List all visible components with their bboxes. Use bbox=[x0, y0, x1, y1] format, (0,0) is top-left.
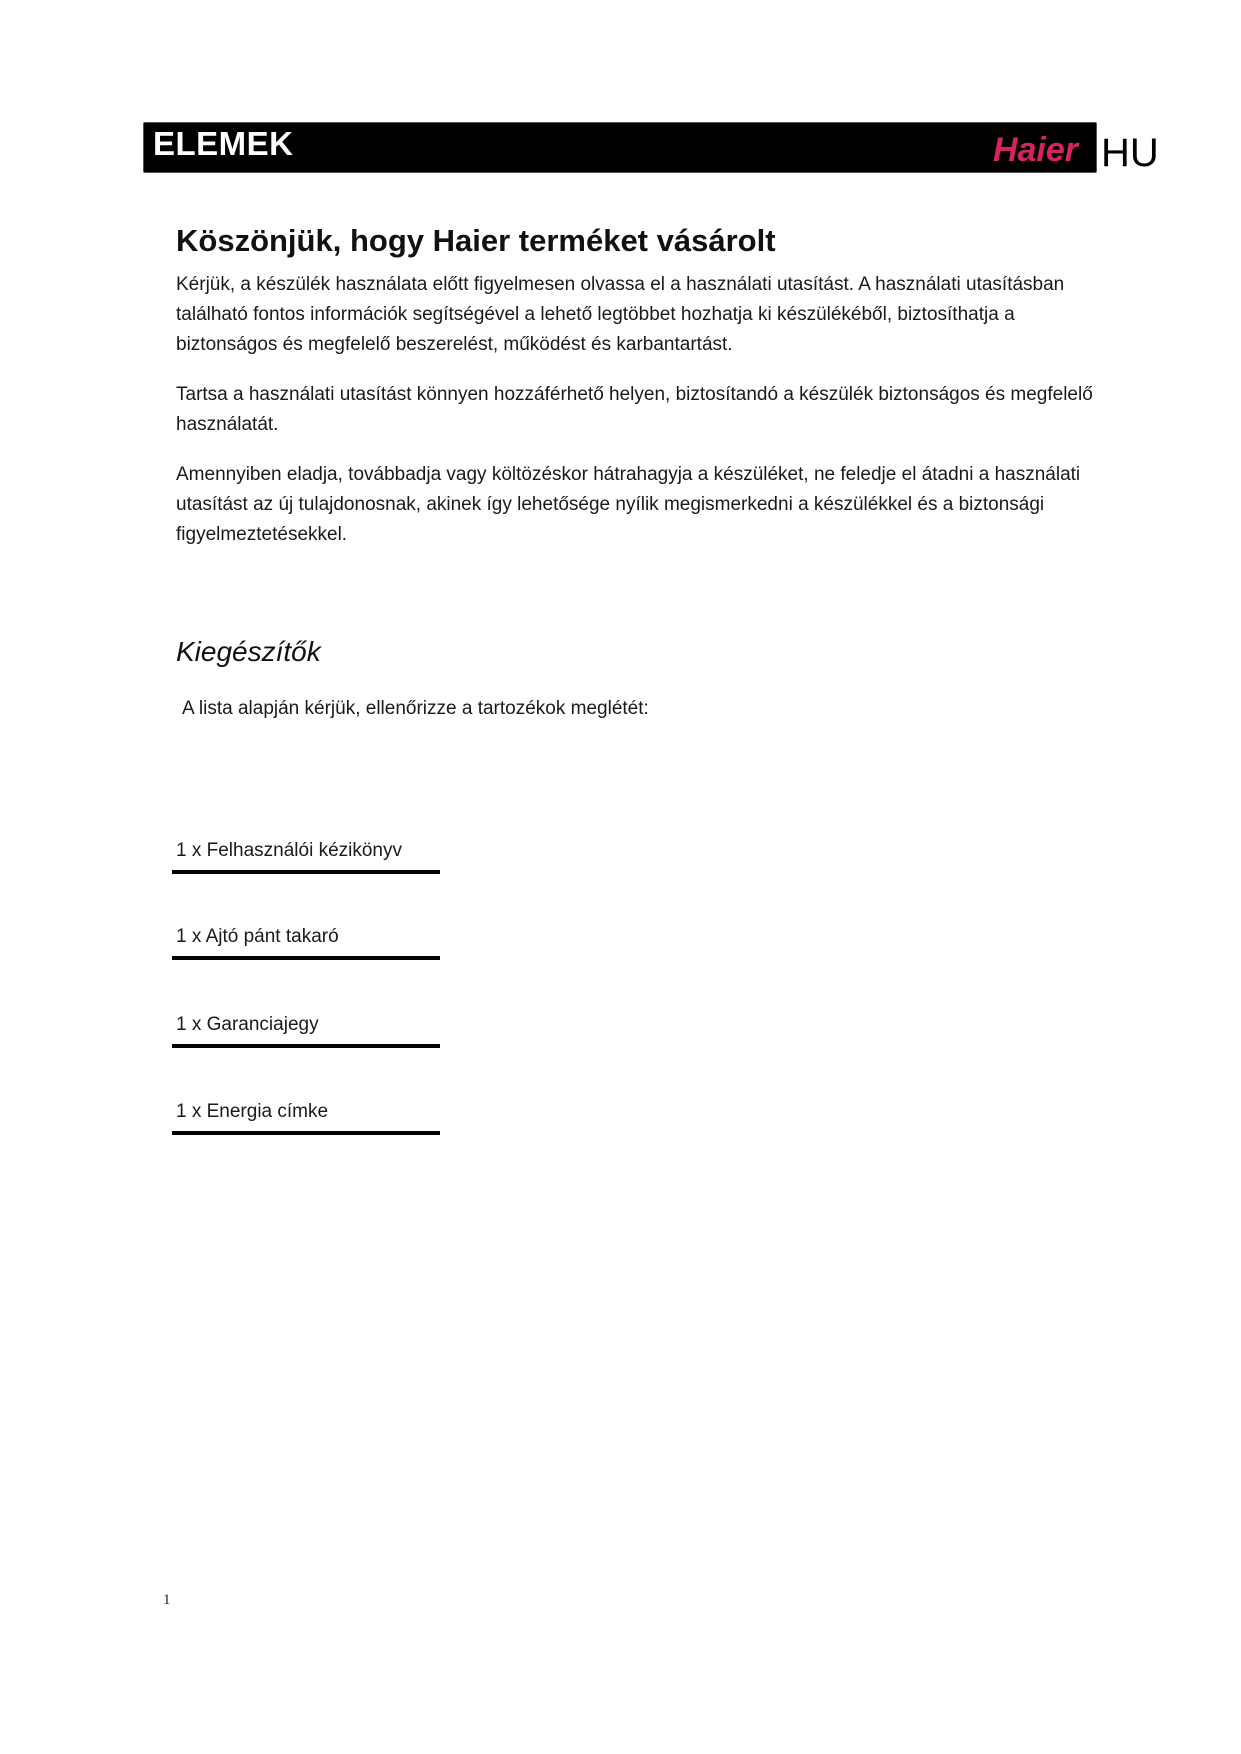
page-title: Köszönjük, hogy Haier terméket vásárolt bbox=[176, 223, 776, 258]
header-bar bbox=[143, 122, 1097, 173]
accessory-label-hinge-cover: 1 x Ajtó pánt takaró bbox=[176, 926, 339, 947]
accessory-label-energy-label: 1 x Energia címke bbox=[176, 1101, 329, 1122]
page-number: 1 bbox=[163, 1592, 171, 1608]
intro-paragraph-3: Amennyiben eladja, továbbadja vagy költözéskor hátrahagyja a készüléket, ne feledje el átadni a használati utasítást az új tulajdonosnak, akinek így lehetősége nyílik megismerkedni a készülékkel és a biztonsági figyelmeztetésekkel. bbox=[176, 464, 1081, 545]
accessory-label-warranty: 1 x Garanciajegy bbox=[176, 1014, 319, 1035]
accessories-intro: A lista alapján kérjük, ellenőrizze a tartozékok meglétét: bbox=[182, 698, 649, 719]
accessory-item bbox=[172, 920, 440, 960]
intro-paragraph-1: Kérjük, a készülék használata előtt figyelmesen olvassa el a használati utasítást. A használati utasításban található fontos információk segítségével a lehető legtöbbet hozhatja ki készülékéből, biztosíthatja a biztonságos és megfelelő beszerelést, működést és karbantartást. bbox=[176, 274, 1065, 355]
accessory-item bbox=[172, 1008, 440, 1048]
language-code: HU bbox=[1101, 131, 1159, 175]
header-title: ELEMEK bbox=[153, 125, 294, 162]
accessory-item bbox=[172, 834, 440, 874]
accessory-label-manual: 1 x Felhasználói kézikönyv bbox=[176, 840, 402, 861]
haier-logo: Haier bbox=[992, 131, 1078, 169]
intro-paragraph-2: Tartsa a használati utasítást könnyen hozzáférhető helyen, biztosítandó a készülék biztonságos és megfelelő használatát. bbox=[176, 384, 1093, 435]
accessory-item bbox=[172, 1095, 440, 1135]
accessories-title: Kiegészítők bbox=[176, 636, 321, 667]
